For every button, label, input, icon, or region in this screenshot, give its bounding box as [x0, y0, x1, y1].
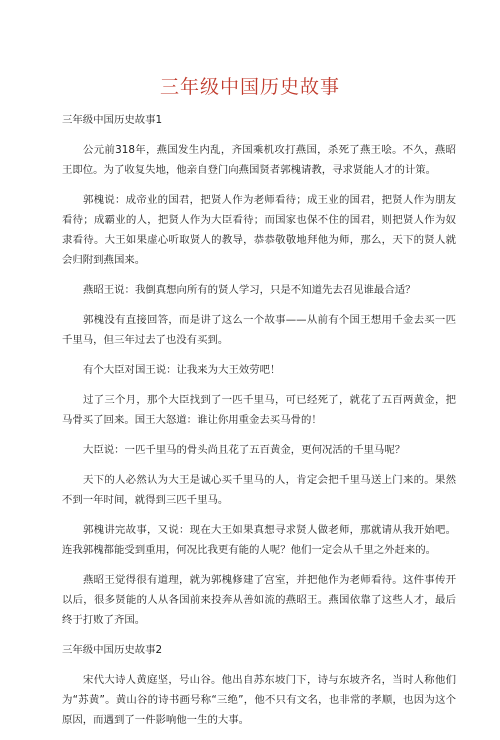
paragraph: 宋代大诗人黄庭坚，号山谷。他出自苏东坡门下，诗与东坡齐名，当时人称他们为“苏黄”。黄山谷的诗书画号称“三绝”，他不只有文名，也非常的孝顺，也因为这个原因，而遇到了一件影响他一生的大事。: [62, 674, 456, 726]
paragraph: 郭槐说：成帝业的国君，把贤人作为老师看待；成王业的国君，把贤人作为朋友看待；成霸业的人，把贤人作为大臣看待；而国家也保不住的国君，则把贤人作为奴隶看待。大王如果虚心听取贤人的教导，恭恭敬敬地拜他为师，那么，天下的贤人就会归附到燕国来。: [62, 194, 456, 266]
paragraph: 过了三个月，那个大臣找到了一匹千里马，可已经死了，就花了五百两黄金，把马骨买了回来。国王大怒道：谁让你用重金去买马骨的！: [62, 394, 456, 426]
paragraph: 燕昭王觉得很有道理，就为郭槐修建了宫室，并把他作为老师看待。这件事传开以后，很多贤能的人从各国前来投奔从善如流的燕昭王。燕国依靠了这些人才，最后终于打败了齐国。: [62, 574, 456, 626]
paragraph: 燕昭王说：我倒真想向所有的贤人学习，只是不知道先去召见谁最合适？: [83, 284, 416, 296]
paragraph: 大臣说：一匹千里马的骨头尚且花了五百黄金，更何况活的千里马呢？: [83, 444, 406, 456]
paragraph: 有个大臣对国王说：让我来为大王效劳吧！: [83, 364, 281, 376]
paragraph: 郭槐讲完故事，又说：现在大王如果真想寻求贤人做老师，那就请从我开始吧。连我郭槐都能受到重用，何况比我更有能的人呢？他们一定会从千里之外赶来的。: [62, 524, 456, 556]
paragraph: 公元前318年，燕国发生内乱，齐国乘机攻打燕国，杀死了燕王哙。不久，燕昭王即位。为了收复失地，他亲自登门向燕国贤者郭槐请教，寻求贤能人才的计策。: [62, 144, 456, 176]
paragraph: 天下的人必然认为大王是诚心买千里马的人，肯定会把千里马送上门来的。果然不到一年时间，就得到三匹千里马。: [62, 474, 456, 506]
story-heading-2: 三年级中国历史故事2: [62, 644, 163, 656]
paragraph: 郭槐没有直接回答，而是讲了这么一个故事——从前有个国王想用千金去买一匹千里马，但三年过去了也没有买到。: [62, 314, 456, 346]
document-title: 三年级中国历史故事: [159, 76, 340, 98]
story-heading-1: 三年级中国历史故事1: [62, 114, 163, 126]
document-body: [62, 110, 456, 740]
